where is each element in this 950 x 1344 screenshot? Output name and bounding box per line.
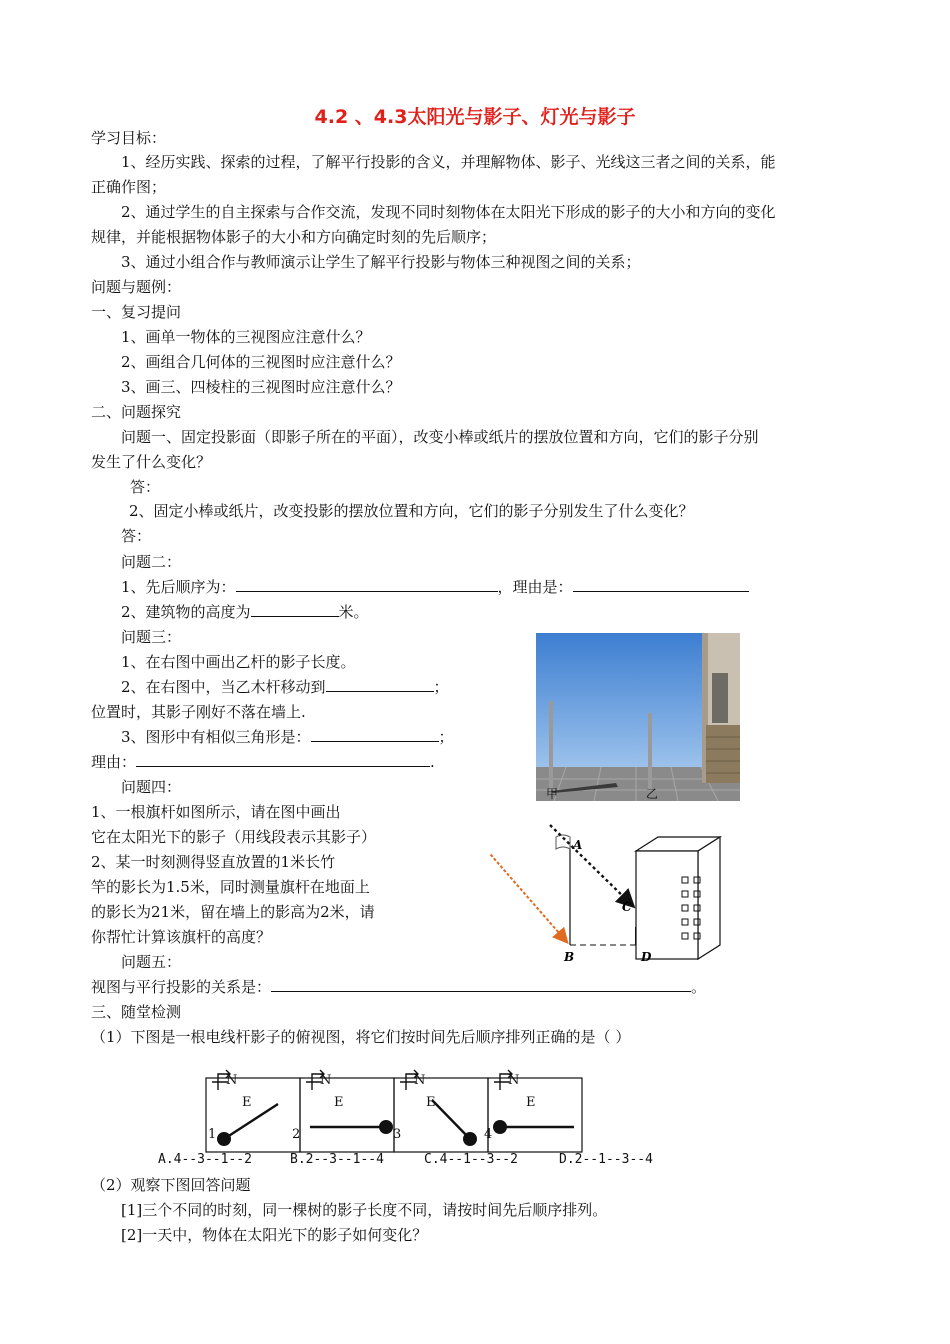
- panel-1-E: E: [242, 1095, 252, 1110]
- option-c[interactable]: C.4--1--3--2: [424, 1152, 518, 1167]
- section-2-heading: 二、问题探究: [91, 403, 182, 421]
- panel-3-shadow: [432, 1100, 470, 1139]
- problem-2-item-2: [121, 602, 369, 622]
- label-C: C: [622, 900, 632, 914]
- reason-label: ，理由是：: [497, 578, 573, 596]
- label-B: B: [564, 950, 575, 964]
- panel-4-number: 4: [484, 1127, 493, 1142]
- problem-4-item-2-c: 的影长为21米，留在墙上的影高为2米，请: [91, 903, 375, 921]
- reason-dot: .: [430, 753, 435, 771]
- answer-2: 答：: [121, 527, 152, 545]
- review-question-3: 3、画三、四棱柱的三视图时应注意什么？: [121, 378, 401, 396]
- page-title: 4.2 、4.3太阳光与影子、灯光与影子: [314, 106, 636, 128]
- reason-blank[interactable]: [573, 577, 749, 592]
- problem-3-item-2-cont: 位置时，其影子刚好不落在墙上.: [91, 703, 306, 721]
- examples-heading: 问题与题例：: [91, 278, 182, 296]
- order-blank[interactable]: [236, 577, 498, 592]
- panel-3-number: 3: [393, 1127, 402, 1142]
- option-a[interactable]: A.4--3--1--2: [158, 1152, 252, 1167]
- option-d[interactable]: D.2--1--3--4: [559, 1152, 653, 1167]
- move-label: 2、在右图中，当乙木杆移动到: [121, 678, 326, 696]
- review-question-1: 1、画单一物体的三视图应注意什么？: [121, 328, 371, 346]
- goal-2-line-b: 规律，并能根据物体影子的大小和方向确定时刻的先后顺序；: [91, 228, 497, 246]
- label-A: A: [573, 838, 583, 852]
- problem-4-heading: 问题四：: [121, 778, 182, 796]
- panel-3-N: N: [414, 1073, 426, 1088]
- panel-1-N: N: [226, 1073, 238, 1088]
- similar-end: ；: [438, 728, 454, 746]
- problem-3-heading: 问题三：: [121, 628, 182, 646]
- panel-2-E: E: [334, 1095, 344, 1110]
- goal-1-line-a: 1、经历实践、探索的过程，了解平行投影的含义，并理解物体、影子、光线这三者之间的关系，能: [121, 153, 776, 171]
- option-b[interactable]: B.2--3--1--4: [290, 1152, 384, 1167]
- order-label: 1、先后顺序为：: [121, 578, 236, 596]
- poles-photo: [536, 633, 740, 801]
- problem-4-item-2-a: 2、某一时刻测得竖直放置的1米长竹: [91, 853, 336, 871]
- problem-3-item-2: [121, 677, 449, 697]
- goals-heading: 学习目标：: [91, 129, 167, 147]
- goal-3: 3、通过小组合作与教师演示让学生了解平行投影与物体三种视图之间的关系；: [121, 253, 641, 271]
- height-blank[interactable]: [251, 602, 339, 617]
- problem-2-heading: 问题二：: [121, 553, 182, 571]
- panel-2-number: 2: [292, 1127, 301, 1142]
- relation-label: 视图与平行投影的关系是：: [91, 978, 272, 996]
- review-question-2: 2、画组合几何体的三视图时应注意什么？: [121, 353, 401, 371]
- section-1-heading: 一、复习提问: [91, 303, 182, 321]
- label-D: D: [641, 950, 652, 964]
- move-blank[interactable]: [326, 677, 434, 692]
- section-3-heading: 三、随堂检测: [91, 1003, 182, 1021]
- height-label: 2、建筑物的高度为: [121, 603, 251, 621]
- problem-1-line-a: 问题一、固定投影面（即影子所在的平面），改变小棒或纸片的摆放位置和方向，它们的影子分别: [121, 428, 759, 446]
- problem-3-item-1: 1、在右图中画出乙杆的影子长度。: [121, 653, 356, 671]
- panel-4-E: E: [526, 1095, 536, 1110]
- test-question-2-sub-1: [1]三个不同的时刻，同一棵树的影子长度不同，请按时间先后顺序排列。: [121, 1201, 608, 1219]
- relation-end: 。: [691, 978, 707, 996]
- panel-4-pole: [493, 1120, 507, 1134]
- height-unit: 米。: [338, 603, 369, 621]
- test-question-2: （2）观察下图回答问题: [91, 1176, 251, 1194]
- similar-label: 3、图形中有相似三角形是：: [121, 728, 311, 746]
- problem-4-item-2-d: 你帮忙计算该旗杆的高度？: [91, 928, 272, 946]
- shadow-panels: [196, 1060, 588, 1156]
- flagpole-diagram: [490, 815, 730, 967]
- problem-4-item-1-b: 它在太阳光下的影子（用线段表示其影子）: [91, 828, 377, 846]
- problem-5-item: [91, 977, 706, 997]
- problem-4-item-2-b: 竿的影长为1.5米，同时测量旗杆在地面上: [91, 878, 370, 896]
- problem-1-sub-2: 2、固定小棒或纸片，改变投影的摆放位置和方向，它们的影子分别发生了什么变化？: [129, 502, 694, 520]
- goal-2-line-a: 2、通过学生的自主探索与合作交流，发现不同时刻物体在太阳光下形成的影子的大小和方向的变化: [121, 203, 776, 221]
- panel-3-E: E: [426, 1095, 436, 1110]
- similar-blank[interactable]: [311, 727, 439, 742]
- problem-4-item-1-a: 1、一根旗杆如图所示，请在图中画出: [91, 803, 341, 821]
- pole-yi: [648, 713, 652, 789]
- problem-5-heading: 问题五：: [121, 953, 182, 971]
- pole-jia: [549, 701, 553, 791]
- panel-2-pole: [379, 1120, 393, 1134]
- reason-blank-3[interactable]: [136, 752, 430, 767]
- problem-1-line-b: 发生了什么变化？: [91, 453, 212, 471]
- panel-3-pole: [463, 1132, 477, 1146]
- label-jia: 甲: [546, 787, 559, 801]
- problem-3-reason: [91, 752, 435, 772]
- reason-label-3: 理由：: [91, 753, 137, 771]
- move-end: ；: [433, 678, 449, 696]
- building-side: [698, 837, 720, 959]
- building-front: [636, 851, 698, 959]
- label-yi: 乙: [646, 787, 659, 801]
- problem-3-item-3: [121, 727, 454, 747]
- panel-1-number: 1: [208, 1127, 217, 1142]
- panel-1-pole: [217, 1132, 231, 1146]
- test-question-1: （1）下图是一根电线杆影子的俯视图，将它们按时间先后顺序排列正确的是（ ）: [91, 1028, 631, 1046]
- relation-blank[interactable]: [271, 977, 691, 992]
- panel-2-N: N: [320, 1073, 332, 1088]
- test-question-2-sub-2: [2]一天中，物体在太阳光下的影子如何变化？: [121, 1226, 428, 1244]
- answer-1: 答：: [130, 478, 161, 496]
- panel-4-N: N: [508, 1073, 520, 1088]
- sun-ray: [490, 847, 566, 941]
- problem-2-item-1: [121, 577, 749, 597]
- goal-1-line-b: 正确作图；: [91, 178, 167, 196]
